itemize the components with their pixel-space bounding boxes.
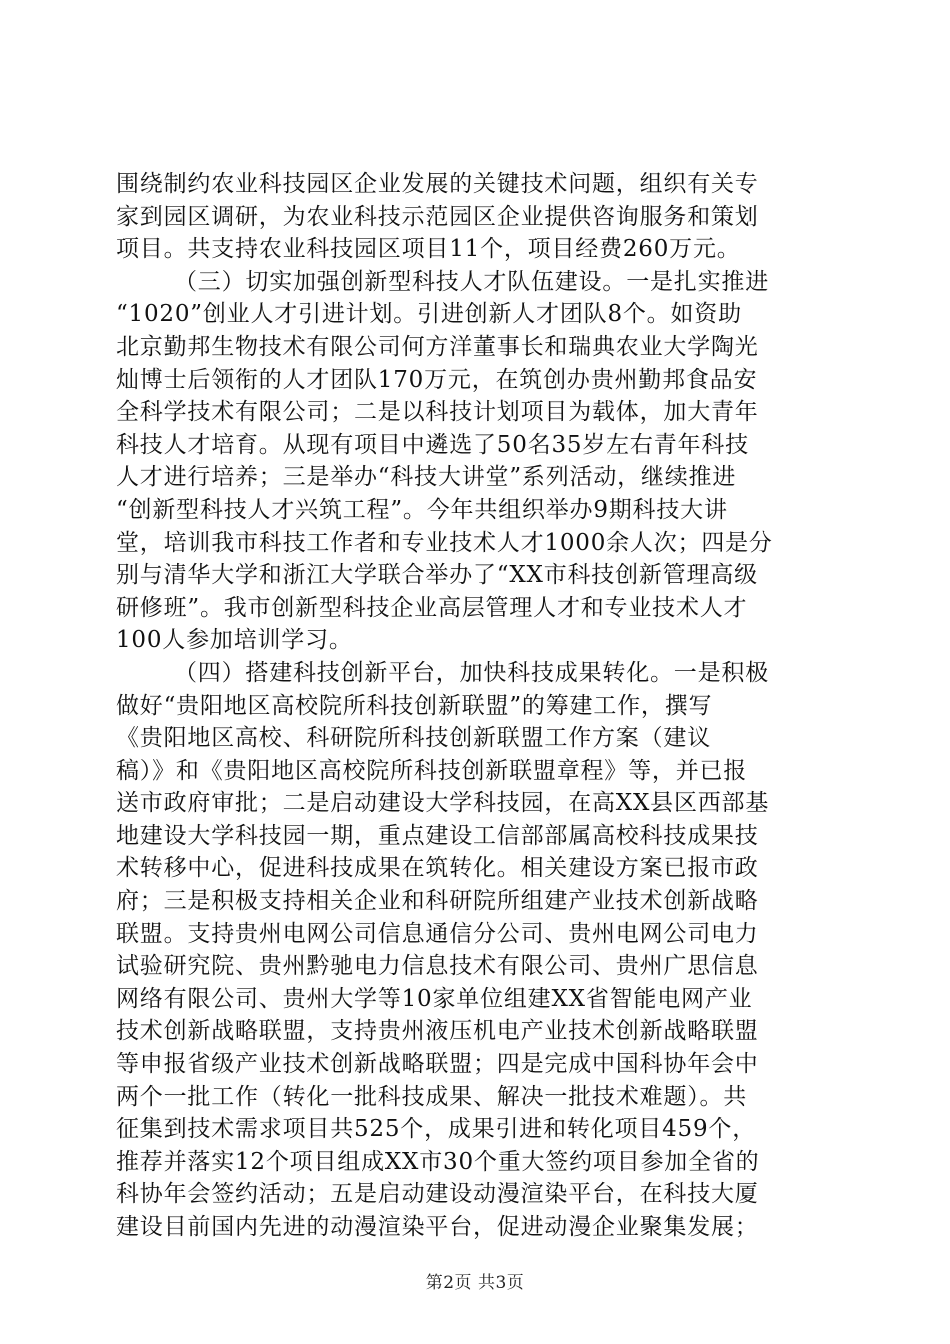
text-line: 研修班”。我市创新型科技企业高层管理人才和专业技术人才 xyxy=(116,594,748,621)
text-line: 人才进行培养；三是举办“科技大讲堂”系列活动，继续推进 xyxy=(116,464,737,491)
text-line: 科技人才培育。从现有项目中遴选了50名35岁左右青年科技 xyxy=(116,431,749,458)
page-number-footer: 第2页 共3页 xyxy=(425,1273,525,1293)
text-line: 术转移中心，促进科技成果在筑转化。相关建设方案已报市政 xyxy=(116,855,759,882)
text-line: 灿博士后领衔的人才团队170万元，在筑创办贵州勤邦食品安 xyxy=(116,366,758,393)
text-line: “1020”创业人才引进计划。引进创新人才团队8个。如资助 xyxy=(116,301,742,328)
text-line: 堂，培训我市科技工作者和专业技术人才1000余人次；四是分 xyxy=(116,529,773,556)
text-line: 推荐并落实12个项目组成XX市30个重大签约项目参加全省的 xyxy=(116,1148,760,1175)
text-line: 等申报省级产业技术创新战略联盟；四是完成中国科协年会中 xyxy=(116,1051,759,1078)
text-line: 地建设大学科技园一期，重点建设工信部部属高校科技成果技 xyxy=(116,822,759,849)
text-line: 联盟。支持贵州电网公司信息通信分公司、贵州电网公司电力 xyxy=(116,920,759,947)
text-line: 家到园区调研，为农业科技示范园区企业提供咨询服务和策划 xyxy=(116,203,759,230)
text-line: 全科学技术有限公司；二是以科技计划项目为载体，加大青年 xyxy=(116,399,759,426)
text-line: 征集到技术需求项目共525个，成果引进和转化项目459个， xyxy=(116,1116,756,1143)
text-line: 围绕制约农业科技园区企业发展的关键技术问题，组织有关专 xyxy=(116,171,759,197)
text-line: 科协年会签约活动；五是启动建设动漫渲染平台，在科技大厦 xyxy=(116,1181,759,1208)
text-line: 建设目前国内先进的动漫渲染平台，促进动漫企业聚集发展； xyxy=(116,1214,759,1240)
text-line: 稿）》和《贵阳地区高校院所科技创新联盟章程》等，并已报 xyxy=(116,757,748,784)
text-line: 技术创新战略联盟，支持贵州液压机电产业技术创新战略联盟 xyxy=(116,1018,759,1045)
text-line: 试验研究院、贵州黔驰电力信息技术有限公司、贵州广思信息 xyxy=(116,953,759,980)
text-line: 做好“贵阳地区高校院所科技创新联盟”的筹建工作，撰写 xyxy=(116,692,713,719)
text-line: 别与清华大学和浙江大学联合举办了“XX市科技创新管理高级 xyxy=(116,562,758,589)
text-line: 北京勤邦生物技术有限公司何方洋董事长和瑞典农业大学陶光 xyxy=(116,333,759,360)
text-line: “创新型科技人才兴筑工程”。今年共组织举办9期科技大讲 xyxy=(116,496,728,523)
text-line: 100人参加培训学习。 xyxy=(116,627,353,654)
body-text xyxy=(116,168,836,1244)
text-line: 项目。共支持农业科技园区项目11个，项目经费260万元。 xyxy=(116,236,741,263)
paragraph-start-line: （四）搭建科技创新平台，加快科技成果转化。一是积极 xyxy=(174,659,769,686)
text-line: 送市政府审批；二是启动建设大学科技园，在高XX县区西部基 xyxy=(116,790,770,817)
text-line: 两个一批工作（转化一批科技成果、解决一批技术难题）。共 xyxy=(116,1083,748,1110)
text-line: 《贵阳地区高校、科研院所科技创新联盟工作方案（建议 xyxy=(116,725,711,752)
text-line: 府；三是积极支持相关企业和科研院所组建产业技术创新战略 xyxy=(116,888,759,915)
paragraph-start-line: （三）切实加强创新型科技人才队伍建设。一是扎实推进 xyxy=(174,268,769,295)
text-line: 网络有限公司、贵州大学等10家单位组建XX省智能电网产业 xyxy=(116,985,753,1012)
